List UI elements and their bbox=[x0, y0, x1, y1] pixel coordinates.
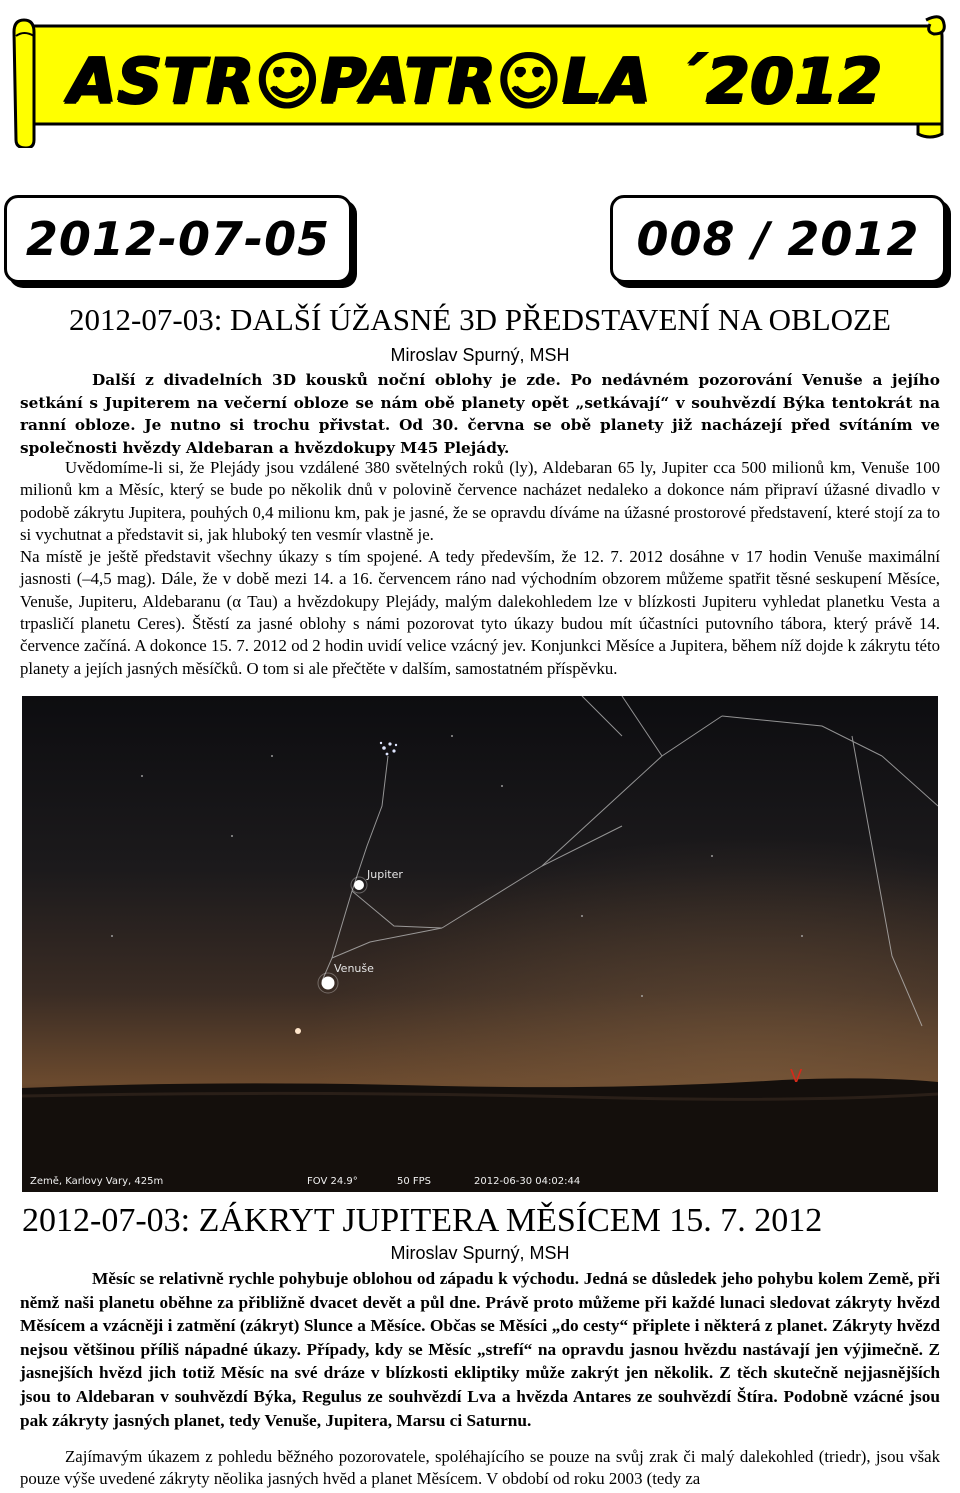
article-2-title: 2012-07-03: ZÁKRYT JUPITERA MĚSÍCEM 15. 7. 2012 bbox=[22, 1202, 823, 1239]
article-1-lead-text: Další z divadelních 3D kousků noční oblohy je zde. Po nedávném pozorování Venuše a jejího setkání s Jupiterem na večerní obloze se nám obě planety opět „setkávají“ v souhvězdí Býka tentokrát na ranní obloze. Je nutno si trochu přivstat. Od 30. června se obě planety již nacházejí před svítáním ve společnosti hvězdy Aldebaran a hvězdokupy M45 Plejády. bbox=[20, 371, 940, 457]
issue-number-box: 008 / 2012 bbox=[610, 195, 946, 283]
status-datetime: 2012-06-30 04:02:44 bbox=[474, 1176, 581, 1187]
status-location: Země, Karlovy Vary, 425m bbox=[30, 1176, 164, 1187]
article-1-author: Miroslav Spurný, MSH bbox=[390, 345, 570, 365]
status-fps: 50 FPS bbox=[397, 1176, 432, 1187]
venus-marker bbox=[322, 977, 335, 990]
newsletter-banner bbox=[8, 12, 946, 148]
issue-date-box: 2012-07-05 bbox=[4, 195, 352, 283]
article-2-lead-text: Měsíc se relativně rychle pohybuje oblohou od západu k východu. Jedná se důsledek jeho pohybu kolem Země, při němž naši planetu oběhne za přibližně dvacet devět a půl dne. Právě proto můžeme při každé lunaci sledovat zákryty hvězd Měsícem a vzácněji i zatmění (zákryt) Slunce a Měsíce. Občas se Měsíci „do cesty“ připlete i některá z planet. Zákryty hvězd nejsou většinou příliš nápadné úkazy. Případy, kdy se Měsíc „strefí“ na opravdu jasnou hvězdu nastávají jen výjimečně. Z jasnejších hvězd jich totiž Měsíc na své dráze v blízkosti ekliptiky může zakrýt jen několik. Z těch skutečně nejjasnějších jsou to Aldebaran v souhvězdí Býka, Regulus ze souhvězdí Lva a hvězda Antares ze souhvězdí Štíra. Podobně vzácné jsou pak zákryty jasných planet, tedy Venuše, Jupitera, Marsu ci Saturnu. bbox=[20, 1269, 940, 1430]
status-fov: FOV 24.9° bbox=[307, 1176, 358, 1187]
article-1-paragraph-2: Na místě je ještě představit všechny úkazy s tím spojené. A tedy především, že 12. 7. 2012 dosáhne v 17 hodin Venuše maximální jasnosti (–4,5 mag). Dále, že v době mezi 14. a 16. červencem ráno nad východním obzorem můžeme spatřit těsné seskupení Měsíce, Venuše, Jupiteru, Aldebaranu (α Tau) a hvězdokupy Plejády, malým dalekohledem lze v blízkosti Jupiteru vyhledat planetku Vesta a trpasličí planetu Ceres). Štěstí za jasné oblohy s námi pozorovat tyto úkazy budou mít účastníci putovního tábora, který právě 14. července začíná. A dokonce 15. 7. 2012 od 2 hodin uvidí velice vzácný jev. Konjunkci Měsíce a Jupitera, během níž dojde k zákrytu této planety a jejích jasných měsíčků. O tom si ale přečtěte v dalším, samostatném příspěvku. bbox=[20, 547, 940, 678]
article-2-lead bbox=[20, 1267, 940, 1432]
aldebaran-star bbox=[295, 1028, 301, 1034]
banner-title: ASTR☺PATR☺LA ´2012 bbox=[68, 44, 883, 117]
article-1-title: 2012-07-03: DALŠÍ ÚŽASNÉ 3D PŘEDSTAVENÍ NA OBLOZE bbox=[69, 302, 891, 337]
jupiter-label: Jupiter bbox=[367, 868, 403, 881]
sky-chart-image bbox=[22, 696, 938, 1192]
article-2-body bbox=[20, 1446, 940, 1491]
venus-label: Venuše bbox=[334, 962, 374, 975]
jupiter-marker bbox=[354, 880, 364, 890]
article-1-lead bbox=[20, 369, 940, 459]
article-2-author: Miroslav Spurný, MSH bbox=[390, 1243, 570, 1263]
compass-east-marker: V bbox=[790, 1066, 803, 1087]
article-1-paragraph-1: Uvědomíme-li si, že Plejády jsou vzdálené 380 světelných roků (ly), Aldebaran 65 ly, Jupiter cca 500 milionů km, Venuše 100 milionů km a Měsíc, který se bude po několik dnů v polovině července nacházet nedaleko a dokonce nám připraví úžasné divadlo v podobě zákrytu Jupitera, pouhých 0,4 milionu km, pak je jasné, že se opravdu díváme na úžasné prostorové představení, které stojí za to si vychutnat a představit si, jak hluboký ten vesmír vlastně je. bbox=[20, 458, 940, 544]
article-1-body bbox=[20, 457, 940, 680]
article-2-paragraph-1: Zajímavým úkazem z pohledu běžného pozorovatele, spoléhajícího se pouze na svůj zrak či malý dalekohled (triedr), jsou však pouze výše uvedené zákryty nĕolika jasných hvĕd a planet Měsícem. V období od roku 2003 (tedy za bbox=[20, 1447, 940, 1489]
